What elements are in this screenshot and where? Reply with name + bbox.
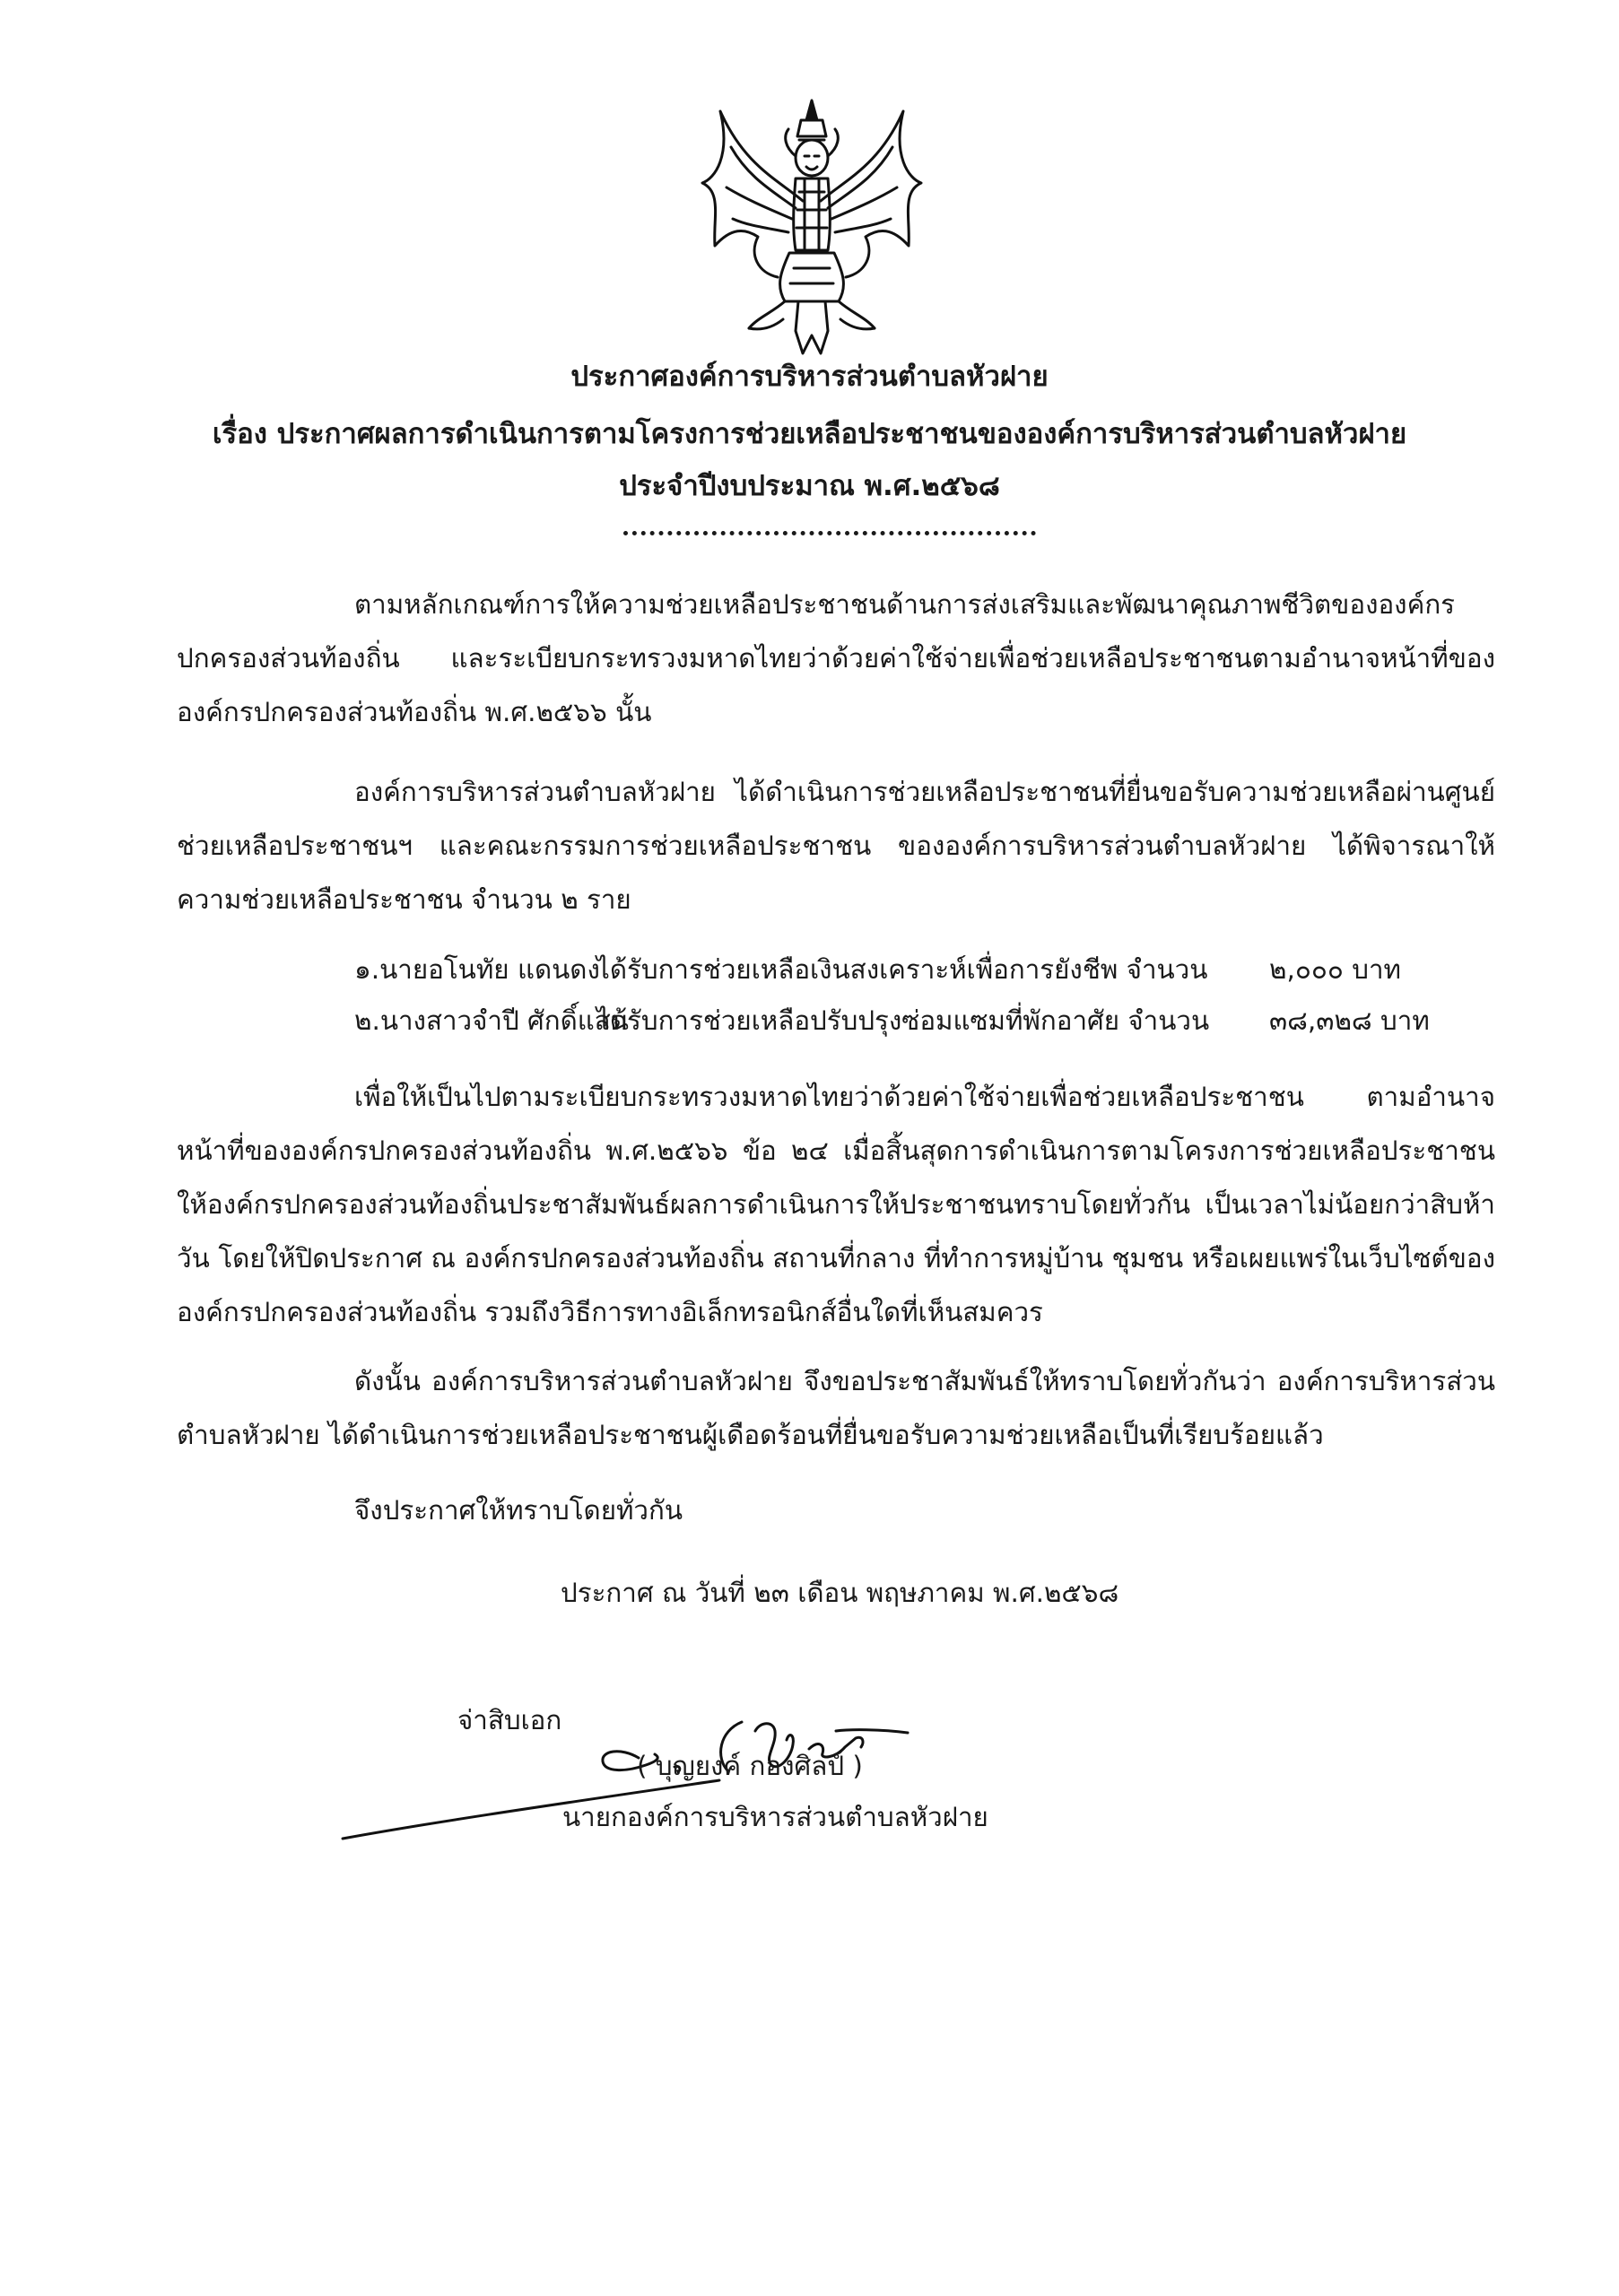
paragraph-criteria: ตามหลักเกณฑ์การให้ความช่วยเหลือประชาชนด้านการส่งเสริมและพัฒนาคุณภาพชีวิตขององค์กรปกครองส่วนท้องถิ่น และระเบียบกระทรวงมหาดไทยว่าด้วยค่าใช้จ่ายเพื่อช่วยเหลือประชาชนตามอำนาจหน้าที่ขององค์กรปกครองส่วนท้องถิ่น พ.ศ.๒๕๖๖ นั้น <box>177 589 1495 727</box>
recipient-amount: ๒,๐๐๐ บาท <box>1269 954 1401 985</box>
announcement-org-title: ประกาศองค์การบริหารส่วนตำบลหัวฝาย <box>570 361 1049 393</box>
recipient-name: ๑.นายอโนทัย แดนดง <box>354 954 600 985</box>
announcement-subject: เรื่อง ประกาศผลการดำเนินการตามโครงการช่วยเหลือประชาชนขององค์การบริหารส่วนตำบลหัวฝาย <box>212 418 1407 450</box>
recipient-detail: ได้รับการช่วยเหลือปรับปรุงซ่อมแซมที่พักอาศัย จำนวน <box>596 1005 1210 1036</box>
announcement-date: ประกาศ ณ วันที่ ๒๓ เดือน พฤษภาคม พ.ศ.๒๕๖๘ <box>561 1578 1119 1608</box>
signer-rank: จ่าสิบเอก <box>457 1705 562 1735</box>
paragraph-regulation: เพื่อให้เป็นไปตามระเบียบกระทรวงมหาดไทยว่าด้วยค่าใช้จ่ายเพื่อช่วยเหลือประชาชน ตามอำนาจหน้าที่ขององค์กรปกครองส่วนท้องถิ่น พ.ศ.๒๕๖๖ ข้อ ๒๔ เมื่อสิ้นสุดการดำเนินการตามโครงการช่วยเหลือประชาชน ให้องค์กรปกครองส่วนท้องถิ่นประชาสัมพันธ์ผลการดำเนินการให้ประชาชนทราบโดยทั่วกัน เป็นเวลาไม่น้อยกว่าสิบห้าวัน โดยให้ปิดประกาศ ณ องค์กรปกครองส่วนท้องถิ่น สถานที่กลาง ที่ทำการหมู่บ้าน ชุมชน หรือเผยแพร่ในเว็บไซต์ขององค์กรปกครองส่วนท้องถิ่น รวมถึงวิธีการทางอิเล็กทรอนิกส์อื่นใดที่เห็นสมควร <box>177 1082 1495 1327</box>
recipient-detail: ได้รับการช่วยเหลือเงินสงเคราะห์เพื่อการยังชีพ จำนวน <box>596 954 1208 985</box>
recipient-amount: ๓๘,๓๒๘ บาท <box>1269 1005 1430 1036</box>
announcement-fiscal-year: ประจำปีงบประมาณ พ.ศ.๒๕๖๘ <box>619 470 1000 502</box>
paragraph-assistance: องค์การบริหารส่วนตำบลหัวฝาย ได้ดำเนินการช่วยเหลือประชาชนที่ยื่นขอรับความช่วยเหลือผ่านศูนย์ช่วยเหลือประชาชนฯ และคณะกรรมการช่วยเหลือประชาชน ขององค์การบริหารส่วนตำบลหัวฝาย ได้พิจารณาให้ความช่วยเหลือประชาชน จำนวน ๒ ราย <box>177 777 1495 915</box>
signer-title: นายกองค์การบริหารส่วนตำบลหัวฝาย <box>562 1802 988 1832</box>
paragraph-conclusion: ดังนั้น องค์การบริหารส่วนตำบลหัวฝาย จึงขอประชาสัมพันธ์ให้ทราบโดยทั่วกันว่า องค์การบริหารส่วนตำบลหัวฝาย ได้ดำเนินการช่วยเหลือประชาชนผู้เดือดร้อนที่ยื่นขอรับความช่วยเหลือเป็นที่เรียบร้อยแล้ว <box>177 1366 1495 1450</box>
garuda-emblem-icon <box>695 93 928 362</box>
title-divider <box>623 513 1036 535</box>
recipient-name: ๒.นางสาวจำปี ศักดิ์แสน <box>354 1005 629 1036</box>
recipient-row <box>354 999 1502 1041</box>
recipient-row <box>354 948 1502 990</box>
signer-name: ( บุญยงค์ กองศิลป์ ) <box>637 1751 863 1781</box>
closing-line: จึงประกาศให้ทราบโดยทั่วกัน <box>354 1495 683 1526</box>
